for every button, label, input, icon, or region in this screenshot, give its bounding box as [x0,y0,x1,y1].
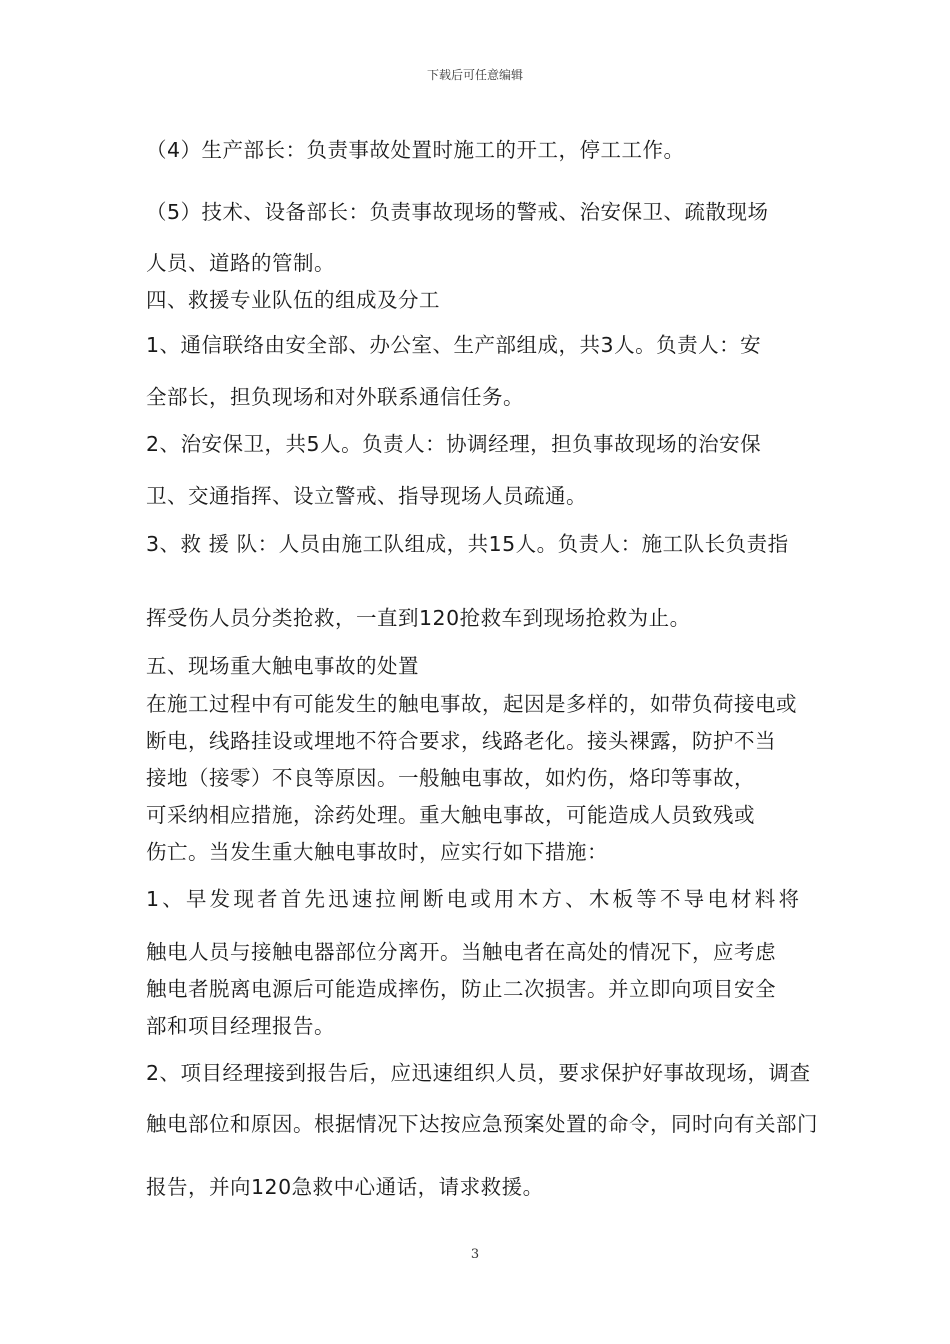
text-line: 卫、交通指挥、设立警戒、指导现场人员疏通。 [146,484,587,508]
text-line: （5）技术、设备部长：负责事故现场的警戒、治安保卫、疏散现场 [146,200,769,224]
text-line: 2、治安保卫，共5人。负责人：协调经理，担负事故现场的治安保 [146,432,762,456]
text-line: 断电，线路挂设或埋地不符合要求，线路老化。接头裸露，防护不当 [146,729,776,753]
text-line: 1、通信联络由安全部、办公室、生产部组成，共3人。负责人：安 [146,333,762,357]
text-line: （4）生产部长：负责事故处置时施工的开工，停工工作。 [146,138,685,162]
text-line: 2、项目经理接到报告后，应迅速组织人员，要求保护好事故现场，调查 [146,1061,811,1085]
text-line: 接地（接零）不良等原因。一般触电事故，如灼伤，烙印等事故， [146,766,755,790]
text-line: 1、早发现者首先迅速拉闸断电或用木方、木板等不导电材料将 [146,887,803,911]
text-line: 触电部位和原因。根据情况下达按应急预案处置的命令，同时向有关部门 [146,1112,818,1136]
section-heading: 五、现场重大触电事故的处置 [146,654,419,678]
text-line: 在施工过程中有可能发生的触电事故，起因是多样的，如带负荷接电或 [146,692,797,716]
text-line: 伤亡。当发生重大触电事故时，应实行如下措施： [146,840,608,864]
text-line: 报告，并向120急救中心通话，请求救援。 [146,1175,544,1199]
text-line: 可采纳相应措施，涂药处理。重大触电事故，可能造成人员致残或 [146,803,755,827]
text-line: 部和项目经理报告。 [146,1014,335,1038]
text-line: 挥受伤人员分类抢救，一直到120抢救车到现场抢救为止。 [146,606,691,630]
text-line: 全部长，担负现场和对外联系通信任务。 [146,385,524,409]
section-heading: 四、救援专业队伍的组成及分工 [146,288,440,312]
text-line: 触电者脱离电源后可能造成摔伤，防止二次损害。并立即向项目安全 [146,977,776,1001]
page-header-note: 下载后可任意编辑 [426,68,523,82]
text-line: 人员、道路的管制。 [146,251,335,275]
text-line: 3、救 援 队：人员由施工队组成，共15人。负责人：施工队长负责指 [146,532,789,556]
text-line: 触电人员与接触电器部位分离开。当触电者在高处的情况下，应考虑 [146,940,776,964]
page-number: 3 [470,1247,480,1262]
